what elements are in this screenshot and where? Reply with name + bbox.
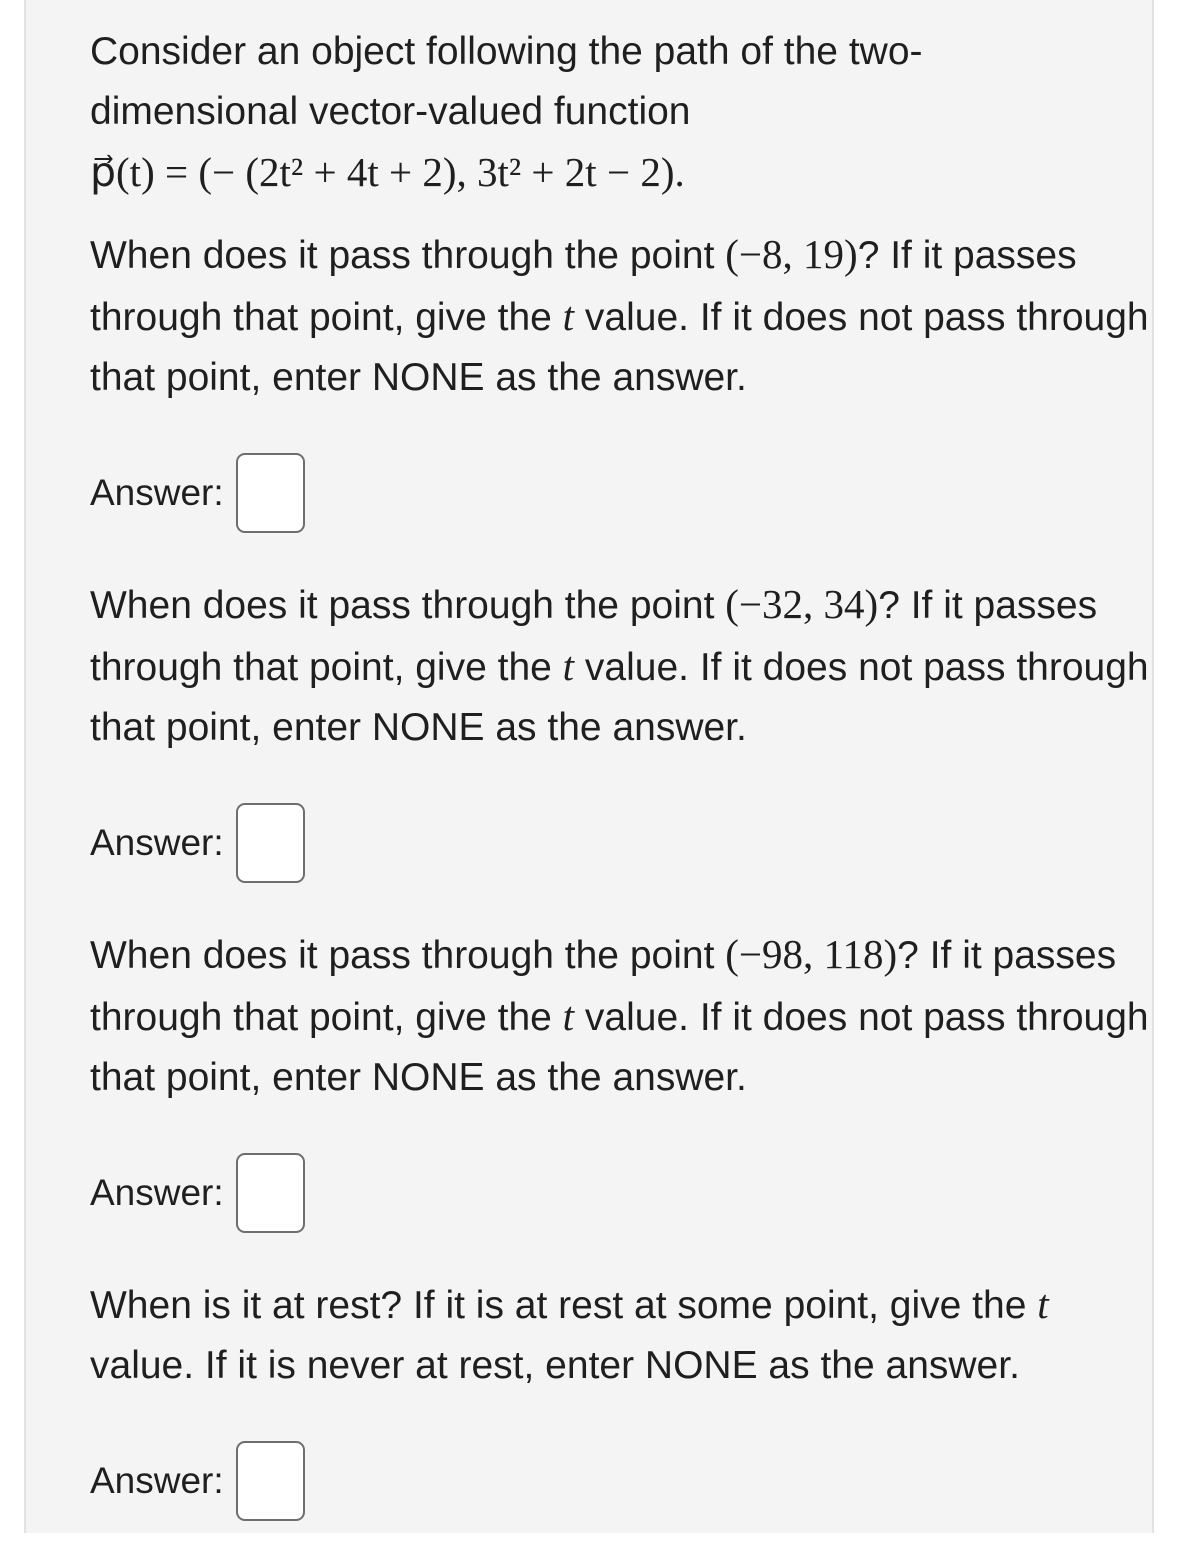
point-3: (−98, 118) <box>725 931 898 977</box>
answer-row-4 <box>90 1440 1160 1522</box>
question-3-text: When does it pass through the point (−98, 118)? If it passes through that point, give the t value. If it does not pass through that point, enter NONE as the answer. <box>90 931 1149 1099</box>
rest-question-text: When is it at rest? If it is at rest at some point, give the t value. If it is never at rest, enter NONE as the answer. <box>90 1281 1049 1387</box>
answer-label: Answer: <box>90 822 224 863</box>
intro-line-1: Consider an object following the path of the two- <box>90 30 923 73</box>
problem-intro <box>90 22 1160 202</box>
t-variable: t <box>562 993 575 1039</box>
answer-label: Answer: <box>90 1172 224 1213</box>
point-1: (−8, 19) <box>725 231 858 277</box>
answer-input-2[interactable] <box>236 803 305 883</box>
t-variable: t <box>1037 1281 1049 1327</box>
answer-row-1 <box>90 452 1160 534</box>
answer-label: Answer: <box>90 472 224 513</box>
point-2: (−32, 34) <box>725 581 879 627</box>
answer-row-2 <box>90 802 1160 884</box>
question-content <box>90 22 1160 1562</box>
rest-question <box>90 1274 1160 1522</box>
answer-label: Answer: <box>90 1460 224 1501</box>
question-1-text: When does it pass through the point (−8, 19)? If it passes through that point, give the t value. If it does not pass through that point, enter NONE as the answer. <box>90 231 1149 399</box>
vector-function-formula: p⃗(t) = (− (2t² + 4t + 2), 3t² + 2t − 2). <box>90 149 685 195</box>
question-2-text: When does it pass through the point (−32, 34)? If it passes through that point, give the t value. If it does not pass through that point, enter NONE as the answer. <box>90 581 1149 749</box>
answer-input-3[interactable] <box>236 1153 305 1233</box>
question-3 <box>90 924 1160 1234</box>
answer-row-3 <box>90 1152 1160 1234</box>
t-variable: t <box>562 643 575 689</box>
answer-input-1[interactable] <box>236 453 305 533</box>
question-panel <box>24 0 1154 1533</box>
answer-input-4[interactable] <box>236 1441 305 1521</box>
intro-line-2: dimensional vector-valued function <box>90 90 691 133</box>
question-2 <box>90 574 1160 884</box>
t-variable: t <box>562 293 575 339</box>
question-1 <box>90 224 1160 534</box>
